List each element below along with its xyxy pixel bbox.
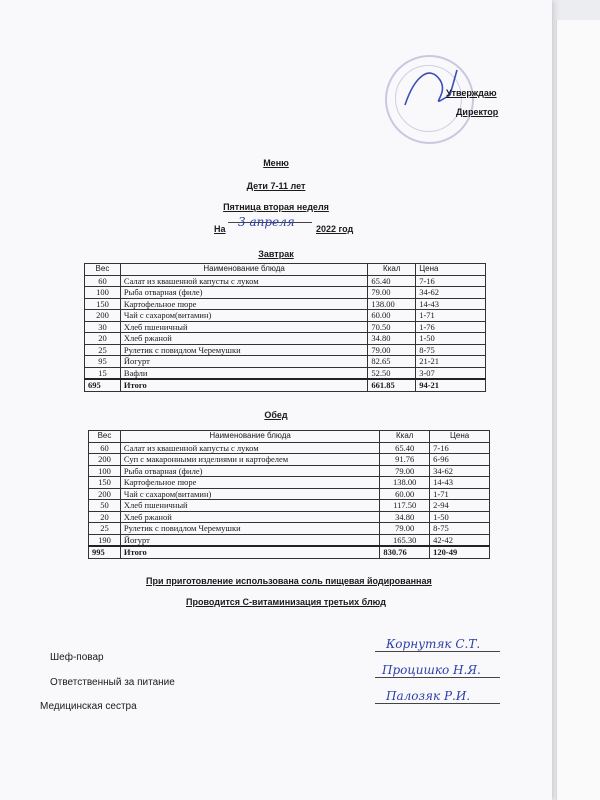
column-header: Наименование блюда: [120, 264, 367, 276]
table-row: 100 Рыба отварная (филе) 79.00 34-62: [85, 287, 486, 299]
column-header: Цена: [430, 431, 490, 443]
table-header-row: [85, 264, 486, 276]
column-header: Вес: [85, 264, 121, 276]
table-row: 100 Рыба отварная (филе) 79.00 34-62: [89, 465, 490, 477]
table-row: 200 Чай с сахаром(витамин) 60.00 1-71: [89, 488, 490, 500]
nurse-signature-name: Палозяк Р.И.: [386, 689, 471, 703]
lunch-heading: Обед: [264, 410, 288, 420]
approve-label: Утверждаю: [446, 88, 497, 98]
table-row: 95 Йогурт 82.65 21-21: [85, 356, 486, 368]
table-row: 150 Картофельное пюре 138.00 14-43: [89, 477, 490, 489]
breakfast-heading: Завтрак: [258, 249, 294, 259]
age-group: Дети 7-11 лет: [246, 181, 306, 191]
chef-label: Шеф-повар: [50, 652, 104, 663]
total-row: 995 Итого 830.76 120-49: [89, 546, 490, 558]
table-row: 200 Чай с сахаром(витамин) 60.00 1-71: [85, 310, 486, 322]
date-prefix: На: [214, 224, 226, 234]
adjacent-page-edge: [556, 20, 600, 800]
total-row: 695 Итого 661.85 94-21: [85, 379, 486, 391]
table-row: 20 Хлеб ржаной 34.80 1-50: [85, 333, 486, 345]
table-row: 200 Суп с макаронными изделиями и картофелем 91.76 6-96: [89, 454, 490, 466]
table-row: 60 Салат из квашенной капусты с луком 65.40 7-16: [89, 442, 490, 454]
table-row: 30 Хлеб пшеничный 70.50 1-76: [85, 321, 486, 333]
week-day: Пятница вторая неделя: [223, 202, 329, 212]
column-header: Наименование блюда: [120, 431, 379, 443]
column-header: Ккал: [368, 264, 416, 276]
responsible-label: Ответственный за питание: [50, 677, 175, 688]
column-header: Цена: [416, 264, 486, 276]
menu-title: Меню: [263, 158, 289, 168]
column-header: Ккал: [380, 431, 430, 443]
director-label: Директор: [456, 107, 499, 117]
lunch-table: [88, 430, 490, 559]
table-header-row: [89, 431, 490, 443]
table-row: 190 Йогурт 165.30 42-42: [89, 534, 490, 546]
nurse-label: Медицинская сестра: [40, 701, 137, 712]
chef-signature-name: Корнутяк С.Т.: [386, 637, 481, 651]
breakfast-table: [84, 263, 486, 392]
table-row: 25 Рулетик с повидлом Черемушки 79.00 8-75: [85, 344, 486, 356]
vitamin-note: Проводится С-витаминизация третьих блюд: [186, 597, 386, 607]
table-row: 150 Картофельное пюре 138.00 14-43: [85, 298, 486, 310]
table-row: 20 Хлеб ржаной 34.80 1-50: [89, 511, 490, 523]
table-row: 50 Хлеб пшеничный 117.50 2-94: [89, 500, 490, 512]
salt-note: При приготовление использована соль пищевая йодированная: [146, 576, 432, 586]
date-handwritten: 3 апреля: [238, 215, 295, 229]
responsible-signature-name: Процишко Н.Я.: [382, 663, 481, 677]
table-row: 60 Салат из квашенной капусты с луком 65.40 7-16: [85, 275, 486, 287]
column-header: Вес: [89, 431, 121, 443]
date-year: 2022 год: [316, 224, 354, 234]
table-row: 15 Вафли 52.50 3-07: [85, 367, 486, 379]
table-row: 25 Рулетик с повидлом Черемушки 79.00 8-75: [89, 523, 490, 535]
